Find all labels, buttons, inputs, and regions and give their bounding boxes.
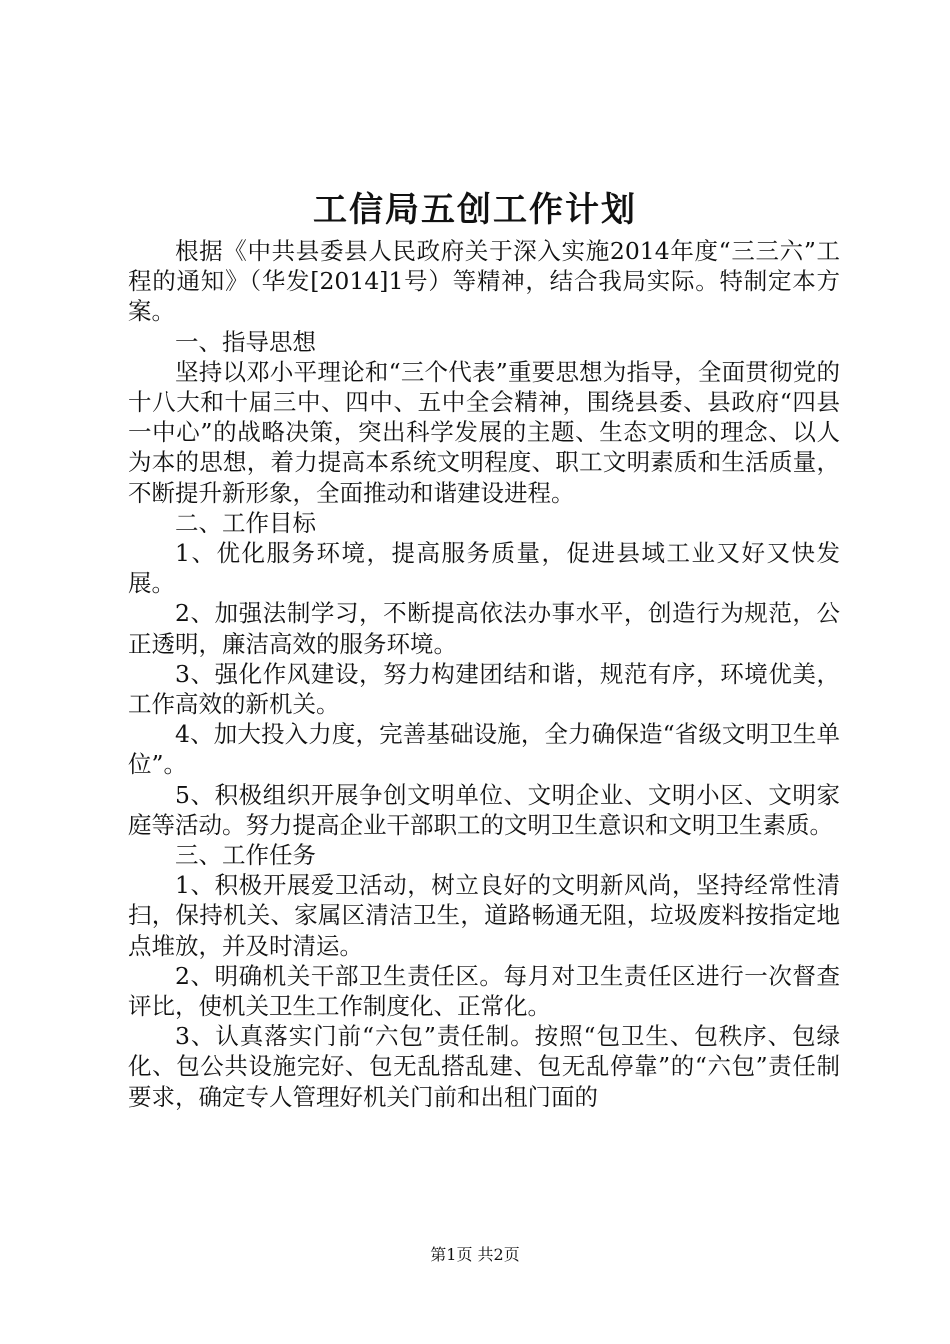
work-goal-item: 5、积极组织开展争创文明单位、文明企业、文明小区、文明家庭等活动。努力提高企业干部职工的文明卫生意识和文明卫生素质。 <box>128 780 840 839</box>
section-heading-guiding-ideology: 一、指导思想 <box>175 327 316 356</box>
document-title: 工信局五创工作计划 <box>313 190 637 230</box>
section-heading-work-goals: 二、工作目标 <box>175 508 316 537</box>
page-number-footer: 第1页 共2页 <box>430 1245 520 1264</box>
work-task-item: 2、明确机关干部卫生责任区。每月对卫生责任区进行一次督查评比，使机关卫生工作制度化、正常化。 <box>128 961 840 1021</box>
work-goal-item: 4、加大投入力度，完善基础设施，全力确保造“省级文明卫生单位”。 <box>128 720 840 779</box>
work-goal-item: 1、优化服务环境，提高服务质量，促进县域工业又好又快发展。 <box>128 539 840 598</box>
document-body <box>128 236 840 1112</box>
section-heading-work-tasks: 三、工作任务 <box>175 841 316 870</box>
guiding-ideology-paragraph: 坚持以邓小平理论和“三个代表”重要思想为指导，全面贯彻党的十八大和十届三中、四中、五中全会精神，围绕县委、县政府“四县一中心”的战略决策，突出科学发展的主题、生态文明的理念、以人为本的思想，着力提高本系统文明程度、职工文明素质和生活质量，不断提升新形象，全面推动和谐建设进程。 <box>128 357 840 507</box>
work-goal-item: 3、强化作风建设，努力构建团结和谐，规范有序，环境优美，工作高效的新机关。 <box>128 659 840 719</box>
intro-paragraph: 根据《中共县委县人民政府关于深入实施2014年度“三三六”工程的通知》（华发[2014]1号）等精神，结合我局实际。特制定本方案。 <box>128 237 840 326</box>
work-task-item: 3、认真落实门前“六包”责任制。按照“包卫生、包秩序、包绿化、包公共设施完好、包无乱搭乱建、包无乱停靠”的“六包”责任制要求，确定专人管理好机关门前和出租门面的 <box>128 1022 840 1111</box>
work-task-item: 1、积极开展爱卫活动，树立良好的文明新风尚，坚持经常性清扫，保持机关、家属区清洁卫生，道路畅通无阻，垃圾废料按指定地点堆放，并及时清运。 <box>128 871 840 960</box>
work-goal-item: 2、加强法制学习，不断提高依法办事水平，创造行为规范，公正透明，廉洁高效的服务环境。 <box>128 599 840 658</box>
